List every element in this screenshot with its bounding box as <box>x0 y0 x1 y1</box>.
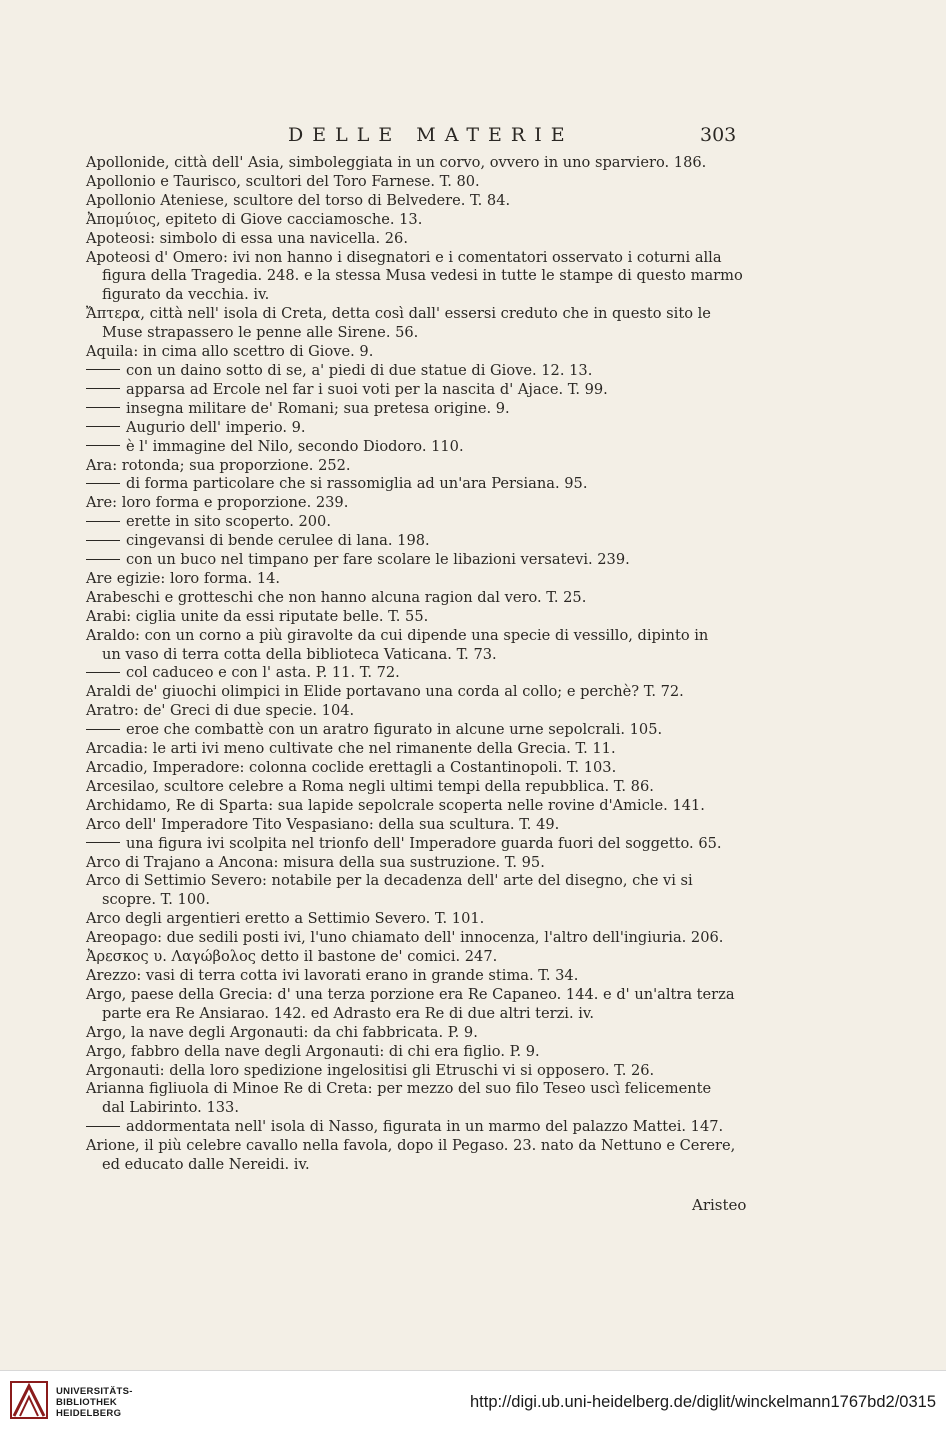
index-entry <box>86 1062 751 1081</box>
index-entry <box>86 173 751 192</box>
index-entry <box>86 854 751 873</box>
index-entry <box>86 740 751 759</box>
index-subentry <box>86 835 751 854</box>
entry-text: addormentata nell' isola di Nasso, figurata in un marmo del palazzo Mattei. 147. <box>126 1118 724 1136</box>
index-entry <box>86 192 751 211</box>
entry-continuation: un vaso di terra cotta della biblioteca Vaticana. T. 73. <box>102 645 497 663</box>
index-entry <box>86 211 751 230</box>
entry-text: Arabeschi e grotteschi che non hanno alcuna ragion dal vero. T. 25. <box>86 588 587 606</box>
index-subentry <box>86 532 751 551</box>
index-entry <box>86 570 751 589</box>
subentry-dash <box>86 407 120 408</box>
entry-text: Archidamo, Re di Sparta: sua lapide sepolcrale scoperta nelle rovine d'Amicle. 141. <box>86 796 705 814</box>
entry-text: Ἀρεσκος υ. Λαγώβολος detto il bastone de' comici. 247. <box>86 948 498 966</box>
index-entry <box>86 910 751 929</box>
entry-text: apparsa ad Ercole nel far i suoi voti per la nascita d' Ajace. T. 99. <box>126 380 608 398</box>
entry-text: Apollonio e Taurisco, scultori del Toro Farnese. T. 80. <box>86 172 480 190</box>
index-subentry <box>86 664 751 683</box>
index-entry <box>86 872 751 910</box>
entry-continuation: Muse strapassero le penne alle Sirene. 56. <box>102 324 419 342</box>
subentry-dash <box>86 388 120 389</box>
logo-line-3: HEIDELBERG <box>56 1408 122 1419</box>
entry-text: Are: loro forma e proporzione. 239. <box>86 494 349 512</box>
subentry-dash <box>86 369 120 370</box>
entry-text: Apollonio Ateniese, scultore del torso di Belvedere. T. 84. <box>86 191 511 209</box>
entry-text: cingevansi di bende cerulee di lana. 198. <box>126 532 430 550</box>
entry-text: Arcadia: le arti ivi meno cultivate che nel rimanente della Grecia. T. 11. <box>86 740 616 758</box>
index-subentry <box>86 381 751 400</box>
entry-text: Arcesilao, scultore celebre a Roma negli ultimi tempi della repubblica. T. 86. <box>86 777 654 795</box>
entry-text: Argo, paese della Grecia: d' una terza porzione era Re Capaneo. 144. e d' un'altra terza <box>86 985 735 1003</box>
entry-continuation: ed educato dalle Nereidi. iv. <box>102 1156 310 1174</box>
index-entry <box>86 343 751 362</box>
index-entry <box>86 627 751 665</box>
index-entry <box>86 778 751 797</box>
logo-line-1: UNIVERSITÄTS- <box>56 1386 133 1397</box>
entry-text: Arcadio, Imperadore: colonna coclide erettagli a Costantinopoli. T. 103. <box>86 759 617 776</box>
subentry-dash <box>86 540 120 541</box>
subentry-dash <box>86 842 120 843</box>
subentry-dash <box>86 521 120 522</box>
entry-text: Arianna figliuola di Minoe Re di Creta: per mezzo del suo filo Teseo uscì felicemente <box>86 1080 712 1098</box>
index-entry <box>86 683 751 702</box>
entry-text: Arco degli argentieri eretto a Settimio Severo. T. 101. <box>86 910 485 928</box>
index-subentry <box>86 475 751 494</box>
index-subentry <box>86 400 751 419</box>
entry-text: con un buco nel timpano per fare scolare le libazioni versatevi. 239. <box>126 551 630 569</box>
index-entry <box>86 759 751 778</box>
entry-text: Argo, la nave degli Argonauti: da chi fabbricata. P. 9. <box>86 1023 478 1041</box>
index-subentry <box>86 438 751 457</box>
subentry-dash <box>86 426 120 427</box>
entry-text: Arabi: ciglia unite da essi riputate belle. T. 55. <box>86 607 429 625</box>
entry-continuation: dal Labirinto. 133. <box>102 1099 239 1117</box>
entry-text: Arco dell' Imperadore Tito Vespasiano: della sua scultura. T. 49. <box>86 815 560 833</box>
entry-text: eroe che combattè con un aratro figurato in alcune urne sepolcrali. 105. <box>126 721 663 739</box>
entry-text: Apoteosi: simbolo di essa una navicella. 26. <box>86 229 408 247</box>
entry-text: Ara: rotonda; sua proporzione. 252. <box>86 456 351 474</box>
entry-continuation: scopre. T. 100. <box>102 891 211 909</box>
entry-text: Ἀπομύιος, epiteto di Giove cacciamosche. 13. <box>86 210 423 228</box>
subentry-dash <box>86 483 120 484</box>
entry-text: Aratro: de' Greci di due specie. 104. <box>86 702 355 720</box>
library-logo[interactable] <box>10 1380 230 1432</box>
citation-url[interactable]: http://digi.ub.uni-heidelberg.de/diglit/winckelmann1767bd2/0315 <box>470 1393 936 1411</box>
logo-line-2: BIBLIOTHEK <box>56 1397 118 1408</box>
entry-text: Argo, fabbro della nave degli Argonauti: di chi era figlio. P. 9. <box>86 1042 540 1060</box>
index-entry <box>86 494 751 513</box>
index-entry <box>86 154 751 173</box>
index-subentry <box>86 721 751 740</box>
index-entries <box>86 154 751 1175</box>
entry-continuation: figurato da vecchia. iv. <box>102 286 270 304</box>
entry-text: Ἄπτερα, città nell' isola di Creta, detta così dall' essersi creduto che in questo sito le <box>86 305 711 323</box>
index-entry <box>86 1080 751 1118</box>
index-entry <box>86 230 751 249</box>
index-subentry <box>86 419 751 438</box>
subentry-dash <box>86 445 120 446</box>
index-entry <box>86 948 751 967</box>
subentry-dash <box>86 672 120 673</box>
entry-continuation: figura della Tragedia. 248. e la stessa Musa vedesi in tutte le stampe di questo marmo <box>102 267 743 285</box>
entry-text: Arco di Trajano a Ancona: misura della sua sustruzione. T. 95. <box>86 853 545 871</box>
index-entry <box>86 1137 751 1175</box>
index-entry <box>86 1024 751 1043</box>
entry-text: Araldo: con un corno a più giravolte da cui dipende una specie di vessillo, dipinto in <box>86 626 709 644</box>
running-head <box>0 124 946 148</box>
running-head-title: DELLE MATERIE <box>288 124 574 146</box>
footer-bar <box>0 1370 946 1442</box>
index-subentry <box>86 362 751 381</box>
index-subentry <box>86 513 751 532</box>
index-entry <box>86 457 751 476</box>
entry-text: Are egizie: loro forma. 14. <box>86 569 281 587</box>
catchword: Aristeo <box>692 1196 747 1214</box>
library-logo-text <box>56 1386 133 1419</box>
index-entry <box>86 589 751 608</box>
entry-text: Areopago: due sedili posti ivi, l'uno chiamato dell' innocenza, l'altro dell'ingiuria. 206. <box>86 929 724 947</box>
index-entry <box>86 249 751 306</box>
index-entry <box>86 702 751 721</box>
entry-text: Arco di Settimio Severo: notabile per la decadenza dell' arte del disegno, che vi si <box>86 872 693 890</box>
entry-text: Araldi de' giuochi olimpici in Elide portavano una corda al collo; e perchè? T. 72. <box>86 683 684 701</box>
entry-text: erette in sito scoperto. 200. <box>126 513 331 531</box>
index-subentry <box>86 1118 751 1137</box>
entry-text: Aquila: in cima allo scettro di Giove. 9. <box>86 343 374 361</box>
index-subentry <box>86 551 751 570</box>
entry-text: Arezzo: vasi di terra cotta ivi lavorati erano in grande stima. T. 34. <box>86 966 579 984</box>
index-entry <box>86 986 751 1024</box>
entry-text: una figura ivi scolpita nel trionfo dell' Imperadore guarda fuori del soggetto. 65. <box>126 834 722 852</box>
index-entry <box>86 1043 751 1062</box>
index-entry <box>86 608 751 627</box>
page-number: 303 <box>700 124 737 146</box>
entry-text: con un daino sotto di se, a' piedi di due statue di Giove. 12. 13. <box>126 361 593 379</box>
index-entry <box>86 816 751 835</box>
index-entry <box>86 967 751 986</box>
entry-text: è l' immagine del Nilo, secondo Diodoro. 110. <box>126 437 464 455</box>
entry-text: Arione, il più celebre cavallo nella favola, dopo il Pegaso. 23. nato da Nettuno e Cerere, <box>86 1137 736 1155</box>
subentry-dash <box>86 1126 120 1127</box>
entry-text: di forma particolare che si rassomiglia ad un'ara Persiana. 95. <box>126 475 588 493</box>
library-logo-icon <box>10 1380 50 1420</box>
entry-text: Apoteosi d' Omero: ivi non hanno i disegnatori e i comentatori osservato i coturni alla <box>86 248 722 266</box>
index-entry <box>86 797 751 816</box>
index-entry <box>86 929 751 948</box>
subentry-dash <box>86 559 120 560</box>
subentry-dash <box>86 729 120 730</box>
index-entry <box>86 305 751 343</box>
entry-text: insegna militare de' Romani; sua pretesa origine. 9. <box>126 399 510 417</box>
entry-text: Augurio dell' imperio. 9. <box>126 418 306 436</box>
entry-continuation: parte era Re Ansiarao. 142. ed Adrasto era Re di due altri terzi. iv. <box>102 1004 595 1022</box>
entry-text: Argonauti: della loro spedizione ingelositisi gli Etruschi vi si opposero. T. 26. <box>86 1061 655 1079</box>
entry-text: Apollonide, città dell' Asia, simboleggiata in un corvo, ovvero in uno sparviero. 186. <box>86 154 707 171</box>
entry-text: col caduceo e con l' asta. P. 11. T. 72. <box>126 664 400 682</box>
